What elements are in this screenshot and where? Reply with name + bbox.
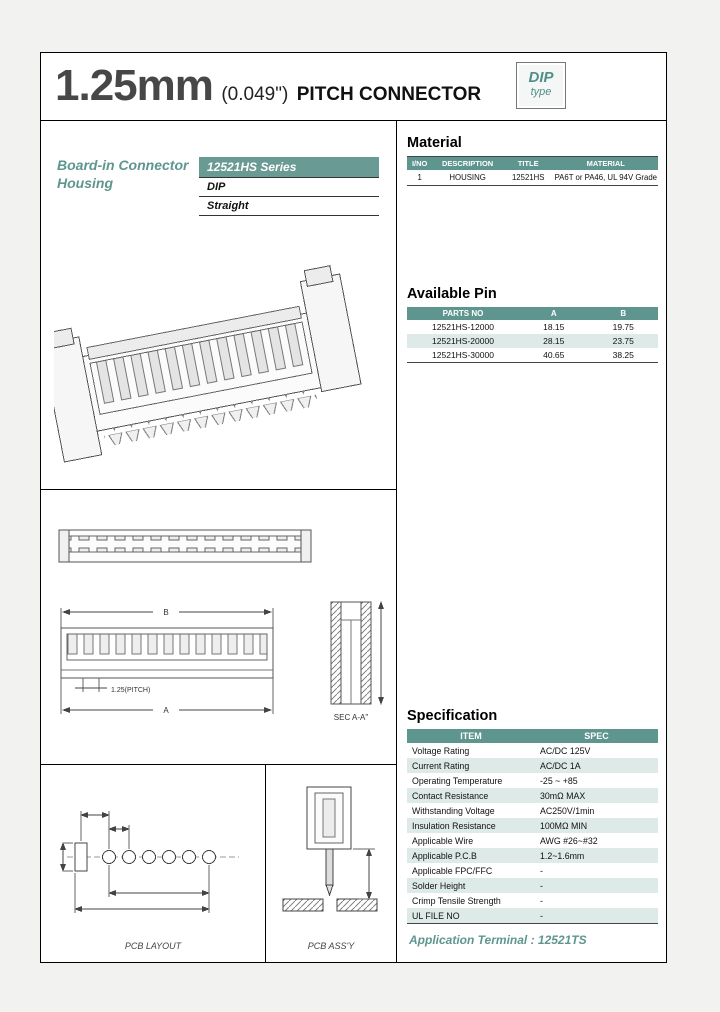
middle-section <box>41 490 396 765</box>
material-heading: Material <box>407 135 462 151</box>
dim-a-label: A <box>163 706 169 715</box>
spec-item-cell: Insulation Resistance <box>412 820 496 831</box>
page-header <box>41 53 666 121</box>
dip-type-badge <box>516 62 566 109</box>
sec-aa-label: SEC A-A" <box>333 713 369 722</box>
material-header-cell: DESCRIPTION <box>432 157 503 171</box>
spec-item-cell: Crimp Tensile Strength <box>412 895 501 906</box>
spec-value-cell: 100MΩ MIN <box>540 820 588 831</box>
spec-row <box>407 893 658 908</box>
spec-item-cell: Applicable Wire <box>412 835 474 846</box>
pitch-connector-label: PITCH CONNECTOR <box>296 84 482 105</box>
material-header-cell: MATERIAL <box>554 157 658 171</box>
series-row: DIP <box>199 178 379 197</box>
dim-a-cell: 40.65 <box>543 350 565 360</box>
pitch-inch-label: (0.049") <box>221 84 289 105</box>
application-terminal-note: Application Terminal : 12521TS <box>409 933 587 947</box>
dip-badge-line2: type <box>530 86 552 98</box>
bottom-section <box>41 765 396 963</box>
spec-item-cell: Contact Resistance <box>412 790 489 801</box>
left-column <box>41 121 397 963</box>
spec-item-cell: Voltage Rating <box>412 745 470 756</box>
spec-item-cell: Applicable FPC/FFC <box>412 865 493 876</box>
spec-value-cell: AC/DC 125V <box>540 745 591 756</box>
spec-row <box>407 788 658 803</box>
spec-item-cell: Withstanding Voltage <box>412 805 495 816</box>
material-cell: 1 <box>417 173 422 182</box>
spec-item-cell: UL FILE NO <box>412 910 460 921</box>
pcb-assy-cell <box>266 765 396 963</box>
spec-row <box>407 863 658 878</box>
spec-item-cell: Solder Height <box>412 880 466 891</box>
spec-row <box>407 743 658 758</box>
pcb-layout-cell <box>41 765 266 963</box>
spec-item-cell: Applicable P.C.B <box>412 850 477 861</box>
material-header-row <box>407 157 658 171</box>
spec-value-cell: 1.2~1.6mm <box>540 850 585 861</box>
spec-row <box>407 908 658 924</box>
available-pin-heading: Available Pin <box>407 286 497 302</box>
pcb-layout-drawing <box>53 781 253 931</box>
spec-value-cell: - <box>540 910 543 921</box>
spec-row <box>407 878 658 893</box>
dim-b-label: B <box>163 608 169 617</box>
material-header-cell: I/NO <box>407 157 432 171</box>
material-row <box>407 170 658 186</box>
series-name-header: 12521HS Series <box>199 157 379 178</box>
spec-header-cell: ITEM <box>407 729 535 743</box>
pcb-assy-drawing <box>271 781 391 931</box>
spec-value-cell: AC/DC 1A <box>540 760 581 771</box>
spec-value-cell: AWG #26~#32 <box>540 835 598 846</box>
material-cell: HOUSING <box>449 173 486 182</box>
dim-b-cell: 23.75 <box>612 336 634 346</box>
part-no-cell: 12521HS-30000 <box>432 350 494 360</box>
available-pin-table <box>407 307 658 363</box>
right-column <box>397 121 666 963</box>
material-table <box>407 156 658 186</box>
spec-row <box>407 773 658 788</box>
connector-front-view-drawing <box>57 526 313 568</box>
spec-row <box>407 818 658 833</box>
spec-value-cell: - <box>540 880 543 891</box>
main-area <box>41 121 666 963</box>
specification-table <box>407 729 658 924</box>
material-header-cell: TITLE <box>503 157 554 171</box>
dimension-drawing <box>49 580 387 732</box>
spec-item-cell: Current Rating <box>412 760 470 771</box>
specification-heading: Specification <box>407 708 498 724</box>
dim-b-cell: 38.25 <box>612 350 634 360</box>
pitch-dim-label: 1.25(PITCH) <box>111 687 151 694</box>
pcb-assy-label: PCB ASS'Y <box>307 941 355 951</box>
material-cell: 12521HS <box>511 173 545 182</box>
spec-value-cell: AC250V/1min <box>540 805 595 816</box>
dip-badge-line1: DIP <box>528 69 554 86</box>
spec-row <box>407 803 658 818</box>
spec-header-cell: SPEC <box>535 729 658 743</box>
spec-value-cell: - <box>540 865 543 876</box>
series-row: Straight <box>199 197 379 216</box>
pin-header-cell: B <box>589 307 659 320</box>
dim-b-cell: 19.75 <box>612 322 634 332</box>
pin-row <box>407 334 658 348</box>
spec-value-cell: -25 ~ +85 <box>540 775 578 786</box>
perspective-section <box>41 226 396 490</box>
material-cell: PA6T or PA46, UL 94V Grade <box>554 173 657 182</box>
spec-row <box>407 848 658 863</box>
series-section <box>41 121 396 226</box>
pin-header-row <box>407 307 658 320</box>
product-title: Board-in Connector Housing <box>57 157 189 191</box>
connector-perspective-drawing <box>54 234 384 484</box>
spec-row <box>407 758 658 773</box>
dim-a-cell: 28.15 <box>543 336 565 346</box>
page-frame <box>40 52 667 963</box>
pin-row <box>407 348 658 363</box>
spec-value-cell: - <box>540 895 543 906</box>
series-table <box>199 157 379 226</box>
pin-row <box>407 320 658 334</box>
spec-item-cell: Operating Temperature <box>412 775 503 786</box>
pcb-layout-label: PCB LAYOUT <box>124 941 182 951</box>
spec-value-cell: 30mΩ MAX <box>540 790 586 801</box>
part-no-cell: 12521HS-20000 <box>432 336 494 346</box>
pitch-size-title: 1.25mm <box>55 61 213 110</box>
pin-header-cell: A <box>519 307 589 320</box>
pin-header-cell: PARTS NO <box>407 307 519 320</box>
spec-row <box>407 833 658 848</box>
dim-a-cell: 18.15 <box>543 322 565 332</box>
part-no-cell: 12521HS-12000 <box>432 322 494 332</box>
spec-header-row <box>407 729 658 743</box>
